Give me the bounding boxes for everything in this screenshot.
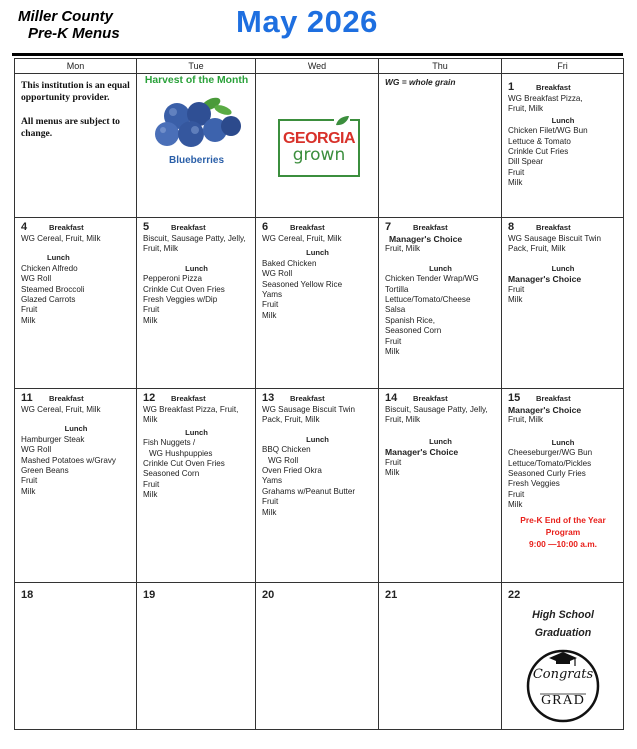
weekday-tue: Tue — [137, 59, 256, 74]
lunch-item: Salsa — [385, 305, 406, 315]
lunch-label: Lunch — [306, 248, 329, 258]
lunch-label: Lunch — [429, 436, 452, 446]
cell-may-5 — [137, 218, 256, 389]
breakfast-item: Fruit, Milk — [508, 415, 544, 425]
lunch-item: Fruit — [262, 497, 279, 507]
weekday-fri: Fri — [502, 59, 623, 74]
lunch-item: WG Roll — [262, 269, 293, 279]
lunch-item: Milk — [143, 490, 158, 500]
managers-choice: Manager's Choice — [508, 274, 582, 285]
grad-text: GRAD — [541, 693, 585, 708]
lunch-item: Lettuce & Tomato — [508, 136, 571, 146]
lunch-item: BBQ Chicken — [262, 445, 311, 455]
lunch-item: Fruit — [262, 300, 279, 310]
cell-week0-wed — [256, 74, 379, 218]
lunch-item: Fruit — [508, 167, 525, 177]
breakfast-item: Fruit, Milk — [385, 415, 421, 425]
breakfast-label: Breakfast — [290, 223, 325, 232]
weekday-wed: Wed — [256, 59, 379, 74]
day-number: 8 — [508, 221, 515, 233]
graduation-line-2: Graduation — [534, 627, 592, 639]
whole-grain-note: WG = whole grain — [385, 77, 456, 87]
lunch-item: Cheeseburger/WG Bun — [508, 448, 593, 458]
lunch-item: Seasoned Corn — [143, 469, 200, 479]
day-number: 15 — [508, 392, 521, 404]
day-number: 14 — [385, 392, 398, 404]
managers-choice: Manager's Choice — [385, 447, 459, 458]
lunch-item: WG Roll — [268, 455, 299, 465]
lunch-item: Hamburger Steak — [21, 434, 85, 444]
lunch-item: Seasoned Yellow Rice — [262, 279, 343, 289]
breakfast-label: Breakfast — [413, 394, 448, 403]
lunch-item: Tortilla — [385, 284, 409, 294]
lunch-item: Milk — [21, 486, 36, 496]
lunch-item: Chicken Tender Wrap/WG — [385, 274, 479, 284]
lunch-label: Lunch — [306, 434, 329, 444]
breakfast-label: Breakfast — [536, 394, 571, 403]
month-title: May 2026 — [236, 4, 378, 39]
cell-may-12 — [137, 389, 256, 583]
breakfast-item: Pack, Fruit, Milk — [508, 244, 566, 254]
lunch-label: Lunch — [551, 437, 575, 447]
breakfast-item: WG Breakfast Pizza, Fruit, — [143, 405, 239, 414]
breakfast-item: WG Breakfast Pizza, — [508, 94, 583, 103]
lunch-item: Baked Chicken — [262, 258, 317, 268]
day-number: 19 — [143, 589, 156, 601]
weekday-mon: Mon — [15, 59, 137, 74]
lunch-item: Lettuce/Tomato/Pickles — [508, 458, 592, 468]
lunch-label: Lunch — [64, 424, 88, 434]
lunch-item: Milk — [508, 500, 523, 510]
breakfast-item: WG Cereal, Fruit, Milk — [262, 234, 342, 243]
header-rule — [12, 53, 623, 56]
lunch-item: Glazed Carrots — [21, 295, 76, 305]
lunch-item: Dill Spear — [508, 157, 544, 167]
lunch-item: Milk — [143, 315, 158, 325]
cell-may-22 — [502, 583, 623, 729]
lunch-item: Fruit — [508, 489, 525, 499]
breakfast-item: WG Sausage Biscuit Twin — [508, 234, 601, 243]
breakfast-item: WG Sausage Biscuit Twin — [262, 405, 355, 414]
lunch-item: WG Roll — [21, 274, 52, 284]
lunch-item: Spanish Rice, — [385, 315, 435, 325]
breakfast-label: Breakfast — [171, 223, 206, 232]
lunch-label: Lunch — [185, 263, 208, 273]
breakfast-item: Fruit, Milk — [143, 244, 179, 254]
lunch-item: Mashed Potatoes w/Gravy — [21, 455, 116, 465]
lunch-item: Fruit — [143, 305, 160, 315]
lunch-item: Grahams w/Peanut Butter — [262, 486, 356, 496]
day-number: 5 — [143, 221, 150, 233]
subject-to-change-notice: All menus are subject to change. — [21, 116, 120, 139]
cell-may-18 — [15, 583, 137, 729]
org-line-2: Pre-K Menus — [28, 25, 120, 42]
georgia-grown-logo — [278, 119, 360, 177]
georgia-text: GEORGIA — [282, 130, 356, 147]
lunch-label: Lunch — [185, 427, 208, 437]
day-number: 13 — [262, 392, 275, 404]
breakfast-label: Breakfast — [413, 223, 448, 232]
cell-may-13 — [256, 389, 379, 583]
lunch-item: Milk — [262, 310, 277, 320]
lunch-item: Fresh Veggies — [508, 479, 560, 489]
breakfast-label: Breakfast — [290, 394, 325, 403]
lunch-item: Steamed Broccoli — [21, 284, 85, 294]
lunch-item: Crinkle Cut Oven Fries — [143, 284, 225, 294]
lunch-item: Fruit — [508, 284, 525, 294]
equal-opportunity-notice: This institution is an equal opportunity provider. — [21, 80, 130, 103]
lunch-item: Crinkle Cut Oven Fries — [143, 459, 225, 469]
lunch-item: Milk — [508, 178, 523, 188]
breakfast-item: Pack, Fruit, Milk — [262, 415, 320, 425]
lunch-item: Pepperoni Pizza — [143, 274, 202, 284]
breakfast-item: WG Cereal, Fruit, Milk — [21, 405, 101, 414]
cell-may-7 — [379, 218, 502, 389]
lunch-label: Lunch — [551, 263, 575, 273]
day-number: 22 — [508, 589, 521, 601]
breakfast-item: Fruit, Milk — [508, 104, 544, 114]
cell-may-11 — [15, 389, 137, 583]
lunch-item: Fruit — [21, 476, 38, 486]
managers-choice: Manager's Choice — [508, 405, 582, 415]
cell-may-14 — [379, 389, 502, 583]
lunch-item: WG Hushpuppies — [149, 448, 213, 458]
breakfast-item: Fruit, Milk — [385, 244, 421, 254]
lunch-item: Fruit — [385, 457, 402, 467]
day-number: 18 — [21, 589, 34, 601]
lunch-item: Crinkle Cut Fries — [508, 147, 569, 157]
breakfast-label: Breakfast — [536, 223, 571, 232]
day-number: 7 — [385, 221, 392, 233]
lunch-item: Milk — [508, 295, 523, 305]
calendar-grid — [14, 58, 624, 730]
lunch-item: Milk — [385, 468, 400, 478]
end-of-year-program-time: 9:00 —10:00 a.m. — [529, 538, 597, 549]
breakfast-item: Milk — [143, 415, 158, 425]
cell-may-6 — [256, 218, 379, 389]
day-number: 1 — [508, 81, 515, 93]
lunch-item: Seasoned Curly Fries — [508, 469, 586, 479]
end-of-year-program-label: Program — [545, 526, 581, 537]
lunch-item: Milk — [21, 315, 36, 325]
end-of-year-program-title: Pre-K End of the Year — [520, 514, 606, 525]
cell-may-15 — [502, 389, 623, 583]
badge-circle-icon — [525, 648, 601, 724]
lunch-item: Green Beans — [21, 466, 69, 476]
lunch-item: WG Roll — [21, 445, 52, 455]
weekday-thu: Thu — [379, 59, 502, 74]
graduation-line-1: High School — [532, 609, 594, 621]
lunch-item: Lettuce/Tomato/Cheese — [385, 295, 471, 305]
lunch-item: Chicken Filet/WG Bun — [508, 126, 588, 136]
congrats-grad-badge — [525, 648, 601, 724]
cell-week0-mon — [15, 74, 137, 218]
lunch-item: Seasoned Corn — [385, 326, 442, 336]
breakfast-label: Breakfast — [49, 223, 84, 232]
blueberries-image — [147, 92, 247, 152]
lunch-item: Milk — [385, 347, 400, 357]
day-number: 20 — [262, 589, 275, 601]
org-title — [18, 8, 120, 42]
day-number: 11 — [21, 392, 33, 404]
breakfast-item: WG Cereal, Fruit, Milk — [21, 234, 101, 243]
cell-may-20 — [256, 583, 379, 729]
day-number: 21 — [385, 589, 398, 601]
congrats-text: Congrats — [532, 667, 594, 682]
leaf-icon — [334, 115, 350, 127]
lunch-item: Yams — [262, 290, 283, 300]
lunch-item: Fish Nuggets / — [143, 438, 196, 448]
lunch-item: Fruit — [143, 479, 160, 489]
cell-may-19 — [137, 583, 256, 729]
day-number: 4 — [21, 221, 28, 233]
cell-may-1 — [502, 74, 623, 218]
harvest-item-label: Blueberries — [168, 155, 225, 167]
lunch-label: Lunch — [47, 253, 70, 263]
breakfast-label: Breakfast — [49, 394, 84, 403]
breakfast-item: Biscuit, Sausage Patty, Jelly, — [143, 234, 246, 243]
lunch-item: Fresh Veggies w/Dip — [143, 295, 218, 305]
lunch-item: Yams — [262, 476, 283, 486]
cell-week0-tue — [137, 74, 256, 218]
lunch-item: Fruit — [21, 305, 38, 315]
harvest-of-the-month-title: Harvest of the Month — [144, 75, 249, 86]
day-number: 12 — [143, 392, 156, 404]
cell-may-8 — [502, 218, 623, 389]
lunch-item: Chicken Alfredo — [21, 263, 78, 273]
lunch-item: Oven Fried Okra — [262, 466, 322, 476]
cell-may-4 — [15, 218, 137, 389]
grown-text: grown — [292, 145, 346, 165]
breakfast-label: Breakfast — [536, 83, 571, 92]
lunch-item: Fruit — [385, 336, 402, 346]
managers-choice: Manager's Choice — [389, 234, 463, 244]
cell-week0-thu — [379, 74, 502, 218]
lunch-label: Lunch — [429, 263, 452, 273]
day-number: 6 — [262, 221, 269, 233]
breakfast-label: Breakfast — [171, 394, 206, 403]
cell-may-21 — [379, 583, 502, 729]
lunch-label: Lunch — [551, 115, 575, 125]
org-line-1: Miller County — [18, 8, 114, 25]
lunch-item: Milk — [262, 507, 277, 517]
breakfast-item: Biscuit, Sausage Patty, Jelly, — [385, 405, 488, 414]
